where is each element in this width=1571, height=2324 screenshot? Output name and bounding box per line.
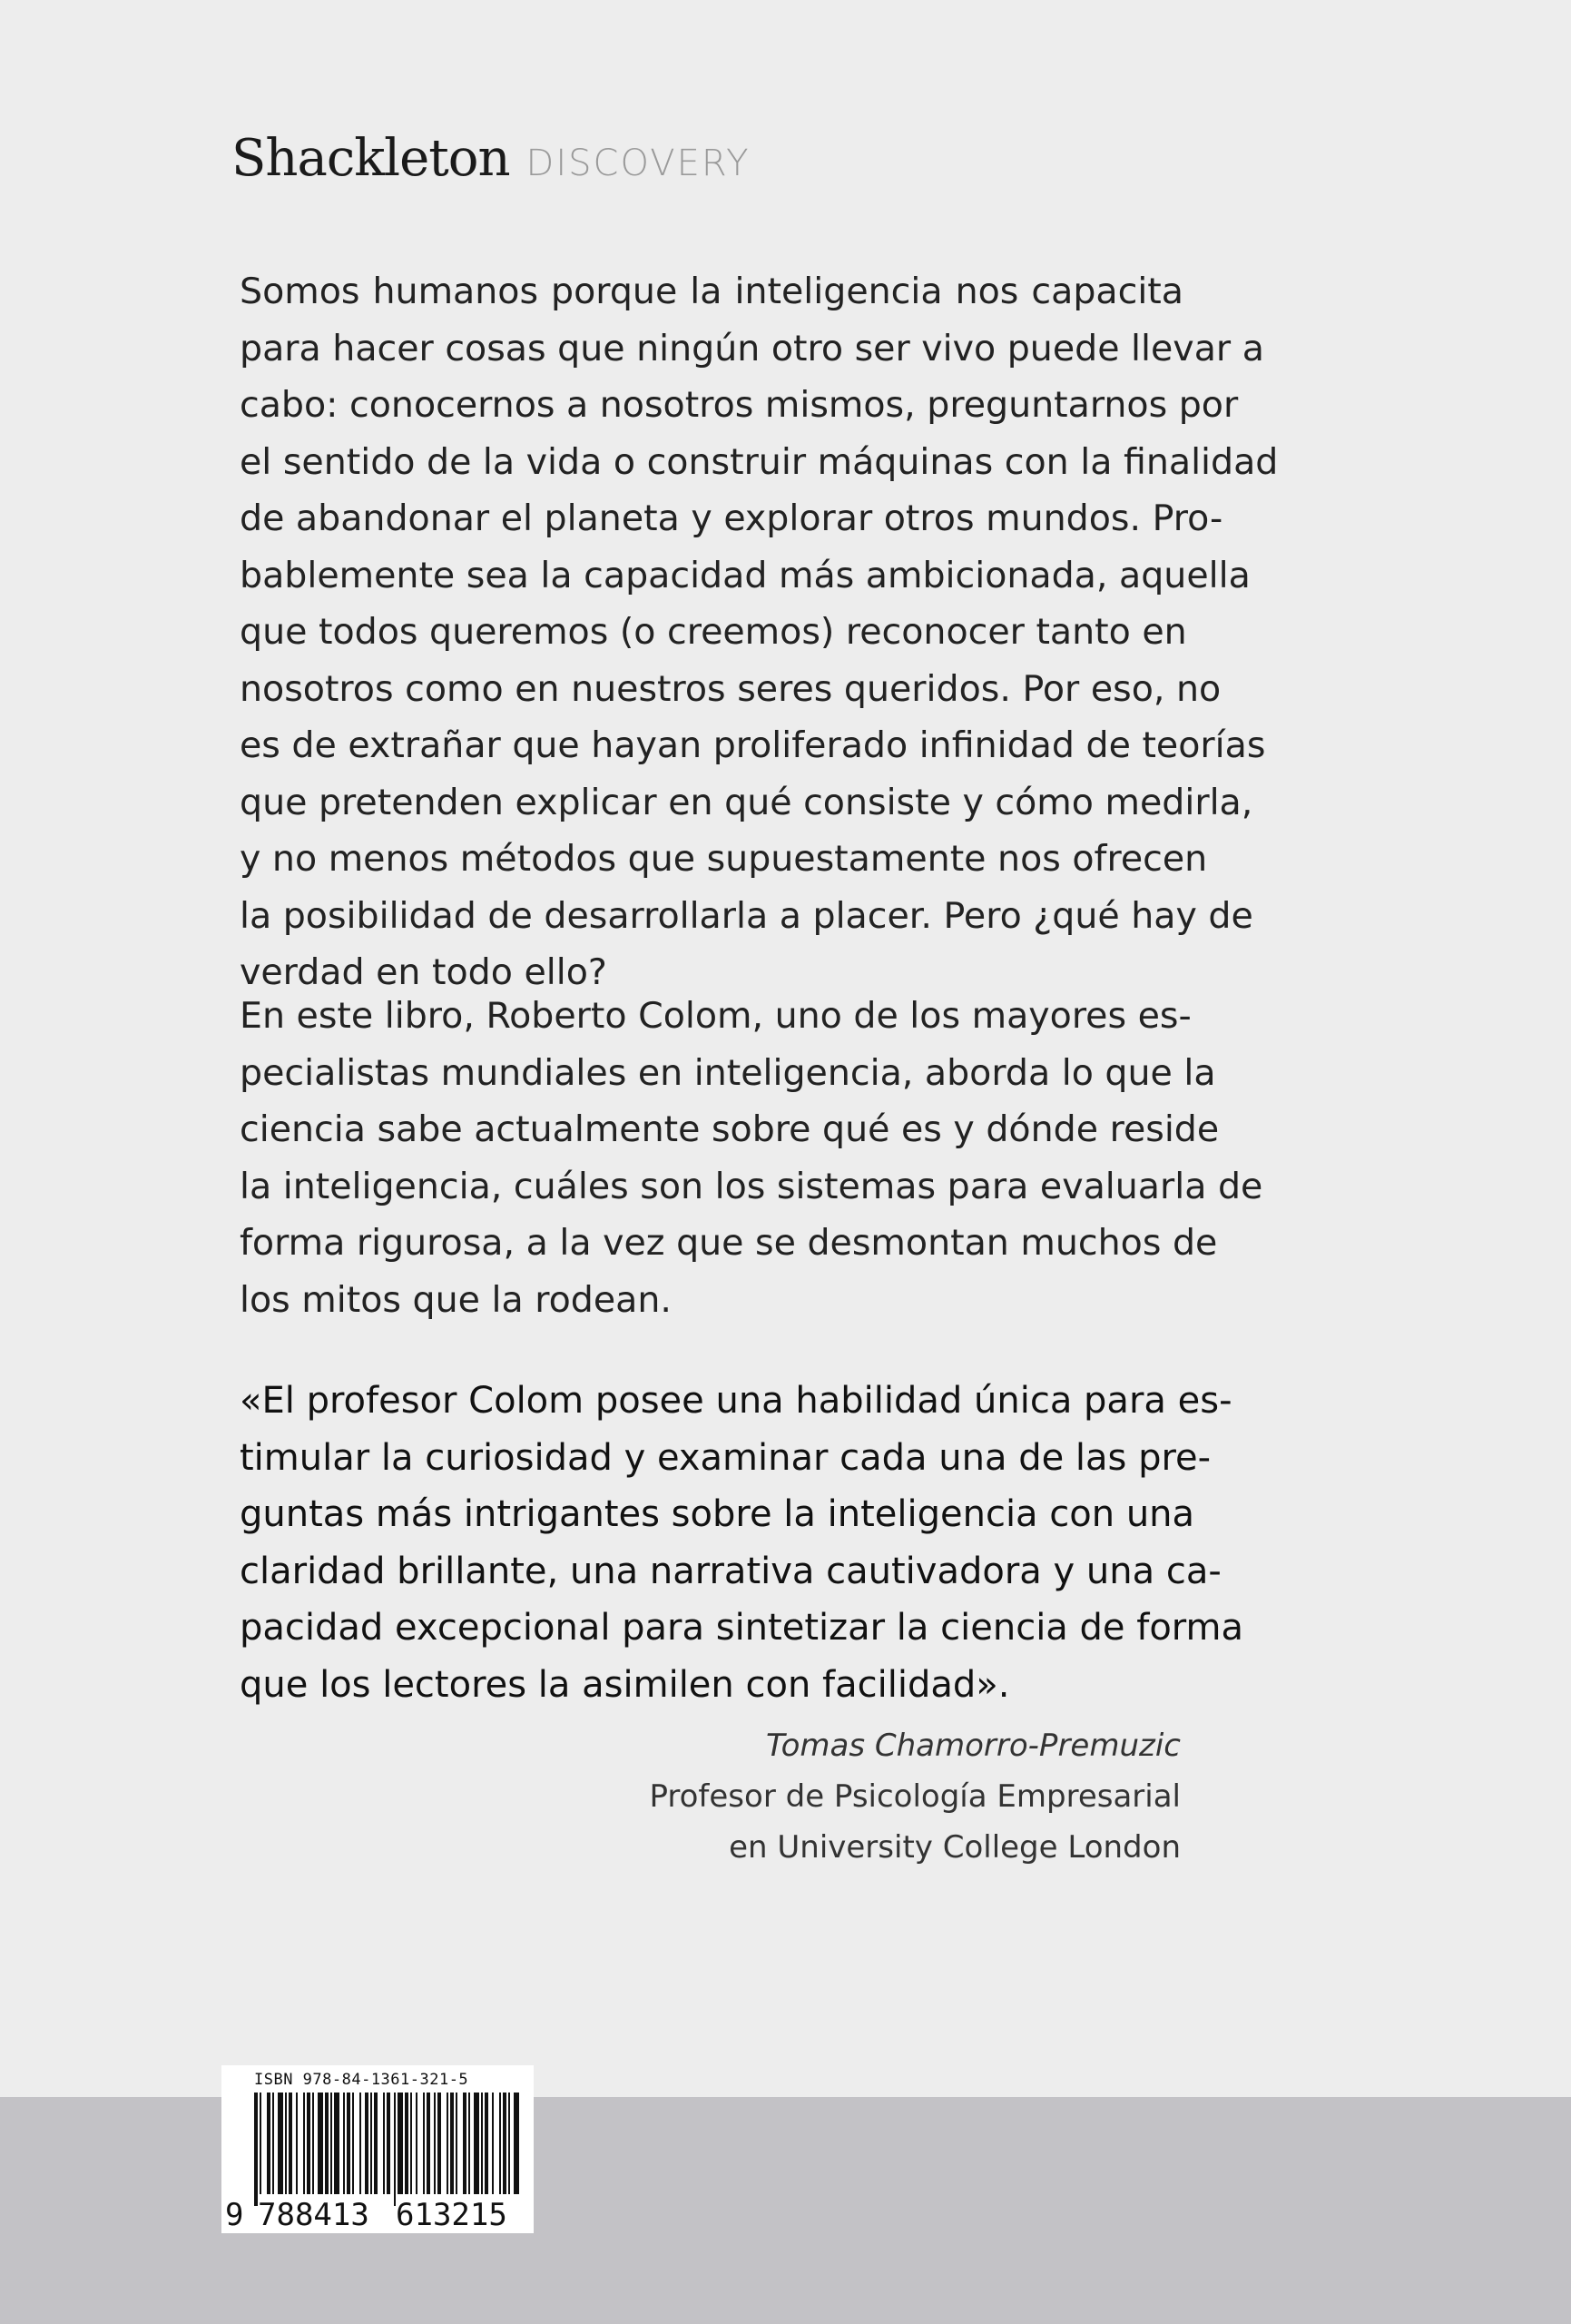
- brand-o-magnifier-icon: o: [447, 129, 478, 188]
- barcode-bar: [503, 2093, 506, 2194]
- paragraph-1-line: bablemente sea la capacidad más ambicionada, aquella: [240, 554, 1251, 596]
- attribution-name: Tomas Chamorro-Premuzic: [766, 1728, 1181, 1764]
- ean-left-digits: 788413: [258, 2197, 369, 2233]
- barcode-bar: [427, 2093, 430, 2194]
- barcode-bar: [450, 2093, 454, 2194]
- quote-line: claridad brillante, una narrativa cautivadora y una ca-: [240, 1550, 1222, 1592]
- barcode-bar: [405, 2093, 408, 2194]
- barcode-bar: [359, 2093, 361, 2194]
- barcode-bar: [289, 2093, 292, 2194]
- paragraph-2-line: En este libro, Roberto Colom, uno de los mayores es-: [240, 995, 1192, 1037]
- barcode-bar: [365, 2093, 368, 2194]
- barcode-bar: [499, 2093, 501, 2194]
- barcode-bar: [272, 2093, 274, 2194]
- attribution-role-line-1: Profesor de Psicología Empresarial: [649, 1778, 1181, 1815]
- barcode-bar: [437, 2093, 441, 2194]
- paragraph-1-line: que pretenden explicar en qué consiste y cómo medirla,: [240, 781, 1253, 823]
- barcode-bar: [416, 2093, 417, 2194]
- barcode-bar: [347, 2093, 350, 2194]
- barcode-bar: [260, 2093, 261, 2194]
- barcode-bar: [318, 2093, 323, 2194]
- barcode-bar: [387, 2093, 390, 2194]
- barcode-bar: [278, 2093, 283, 2194]
- quote-line: «El profesor Colom posee una habilidad única para es-: [240, 1380, 1232, 1422]
- ean-right-digits: 613215: [396, 2197, 507, 2233]
- barcode-bar: [485, 2093, 488, 2194]
- barcode-bar: [325, 2093, 329, 2194]
- barcode-bar: [343, 2093, 345, 2194]
- barcode-bar: [285, 2093, 287, 2194]
- description-paragraph-2: [240, 988, 1263, 1328]
- paragraph-1-line: y no menos métodos que supuestamente nos ofrecen: [240, 838, 1208, 880]
- barcode-bar: [334, 2093, 339, 2194]
- barcode-bar: [410, 2093, 412, 2194]
- barcode-bar: [330, 2093, 332, 2194]
- barcode-bar: [463, 2093, 466, 2194]
- paragraph-2-line: la inteligencia, cuáles son los sistemas para evaluarla de: [240, 1165, 1263, 1207]
- barcode-bar: [374, 2093, 378, 2194]
- quote-line: que los lectores la asimilen con facilidad».: [240, 1663, 1010, 1706]
- description-paragraph-1: [240, 263, 1279, 1001]
- barcode-bar: [481, 2093, 483, 2194]
- paragraph-1-line: cabo: conocernos a nosotros mismos, preguntarnos por: [240, 384, 1239, 426]
- paragraph-1-line: la posibilidad de desarrollarla a placer. Pero ¿qué hay de: [240, 894, 1253, 937]
- attribution-role-line-2: en University College London: [729, 1829, 1181, 1866]
- barcode-bar: [456, 2093, 457, 2194]
- barcode-bar: [394, 2093, 396, 2206]
- barcode-bar: [398, 2093, 403, 2194]
- barcode-bar: [474, 2093, 479, 2194]
- barcode-bar: [447, 2093, 448, 2194]
- quote-line: guntas más intrigantes sobre la inteligencia con una: [240, 1493, 1195, 1535]
- paragraph-2-line: ciencia sabe actualmente sobre qué es y dónde reside: [240, 1108, 1220, 1150]
- brand-series: DISCOVERY: [525, 143, 751, 184]
- paragraph-1-line: verdad en todo ello?: [240, 951, 607, 993]
- barcode-bar: [434, 2093, 436, 2194]
- quote-line: timular la curiosidad y examinar cada una de las pre-: [240, 1436, 1212, 1479]
- quote-line: pacidad excepcional para sintetizar la ciencia de forma: [240, 1607, 1244, 1649]
- barcode-bar: [254, 2093, 258, 2206]
- isbn-barcode: [221, 2065, 534, 2233]
- barcode-bar: [267, 2093, 270, 2194]
- barcode-bar: [307, 2093, 310, 2194]
- paragraph-1-line: de abandonar el planeta y explorar otros mundos. Pro-: [240, 497, 1223, 539]
- barcode-bar: [492, 2093, 494, 2194]
- review-quote: [240, 1373, 1244, 1713]
- barcode-bar: [468, 2093, 470, 2194]
- paragraph-2-line: pecialistas mundiales en inteligencia, aborda lo que la: [240, 1051, 1216, 1094]
- isbn-label: ISBN 978-84-1361-321-5: [254, 2071, 469, 2089]
- barcode-bar: [370, 2093, 372, 2194]
- paragraph-1-line: Somos humanos porque la inteligencia nos capacita: [240, 271, 1183, 312]
- publisher-logo: [231, 129, 751, 202]
- paragraph-2-line: forma rigurosa, a la vez que se desmontan muchos de: [240, 1222, 1218, 1264]
- barcode-bar: [352, 2093, 354, 2194]
- barcode-bar: [303, 2093, 305, 2194]
- paragraph-1-line: el sentido de la vida o construir máquinas con la finalidad: [240, 440, 1279, 483]
- barcode-bar: [383, 2093, 385, 2194]
- barcode-bar: [423, 2093, 425, 2194]
- paragraph-2-line: los mitos que la rodean.: [240, 1278, 672, 1321]
- barcode-bar: [514, 2093, 519, 2194]
- quote-attribution: [649, 1720, 1181, 1873]
- paragraph-1-line: nosotros como en nuestros seres queridos. Por eso, no: [240, 667, 1222, 710]
- ean-first-digit: 9: [225, 2197, 244, 2233]
- barcode-bar: [508, 2093, 510, 2194]
- paragraph-1-line: es de extrañar que hayan proliferado infinidad de teorías: [240, 724, 1266, 766]
- paragraph-1-line: para hacer cosas que ningún otro ser vivo puede llevar a: [240, 327, 1264, 369]
- barcode-bar: [312, 2093, 314, 2194]
- paragraph-1-line: que todos queremos (o creemos) reconocer tanto en: [240, 611, 1187, 653]
- brand-name: Shackleton: [231, 129, 510, 188]
- barcode-bar: [296, 2093, 298, 2194]
